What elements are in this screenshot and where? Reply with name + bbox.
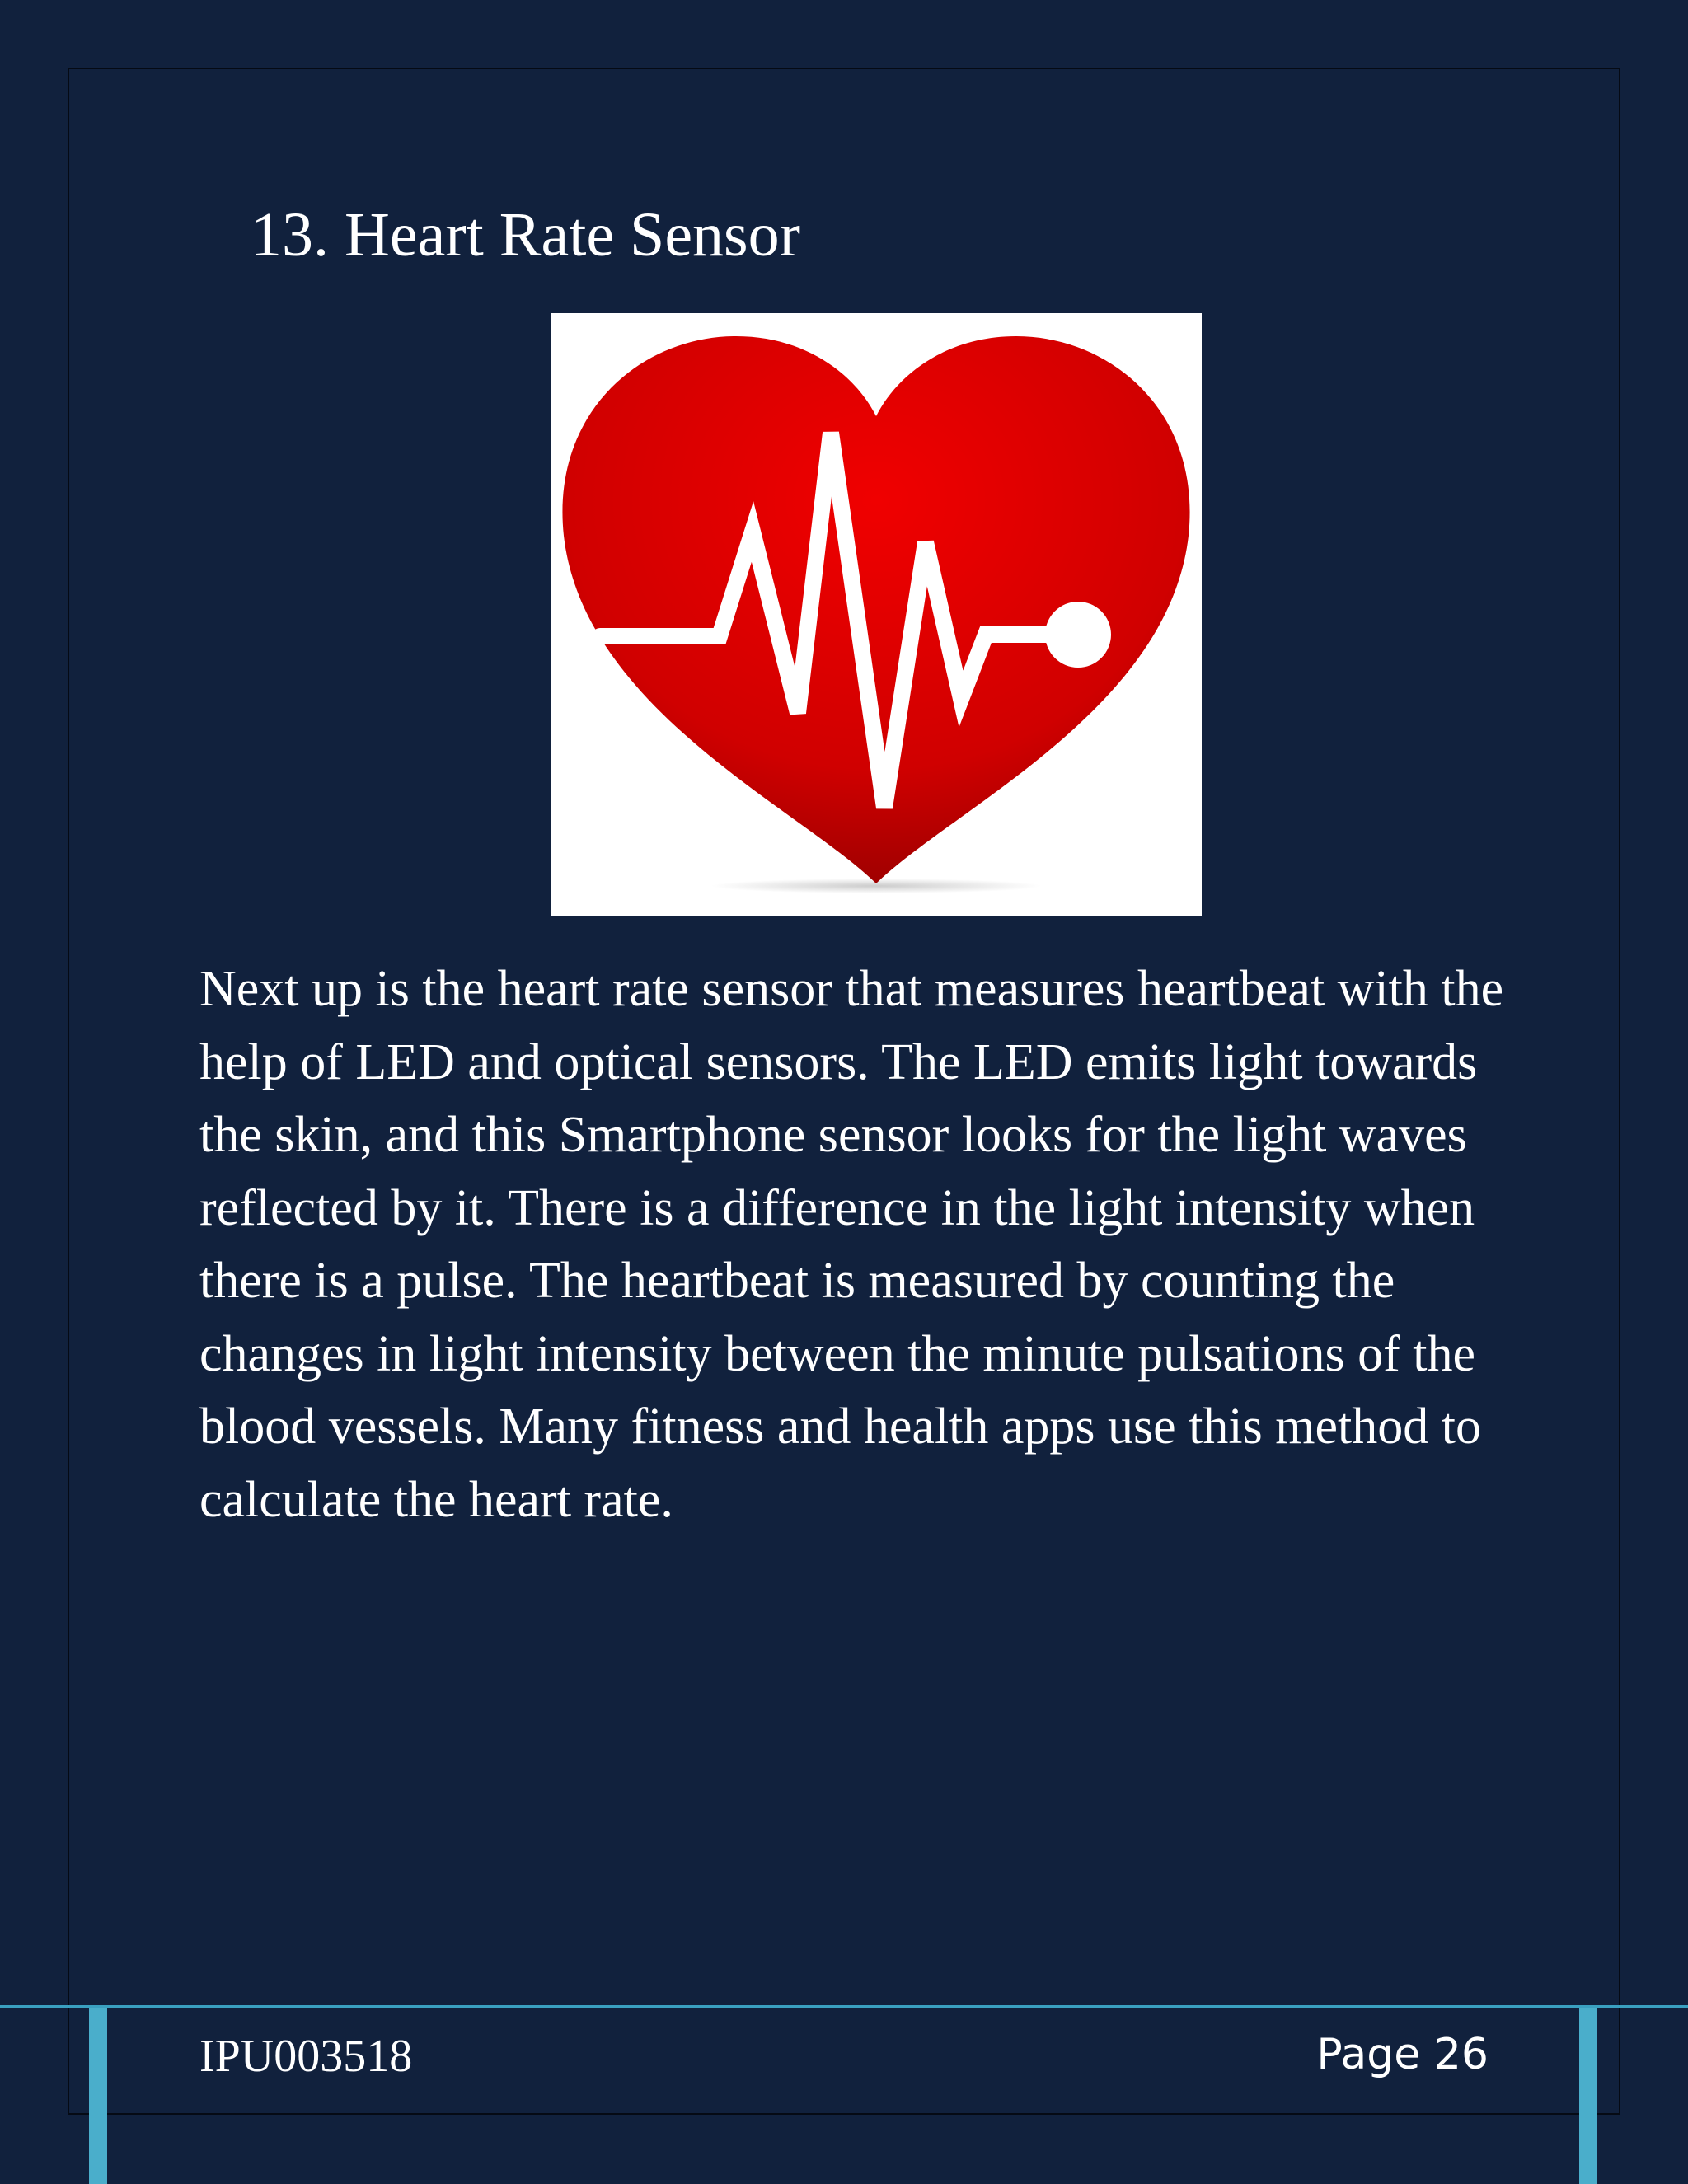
footer-accent-bar-left (89, 2008, 107, 2184)
body-paragraph: Next up is the heart rate sensor that measures heartbeat with the help of LED and optical sensors. The LED emits light towards the skin, and this Smartphone sensor looks for the light waves reflected by it. There is a difference in the light intensity when there is a pulse. The heartbeat is measured by counting the changes in light intensity between the minute pulsations of the blood vessels. Many fitness and health apps use this method to calculate the heart rate. (199, 961, 1504, 1528)
heart-rate-figure (551, 313, 1202, 916)
document-id: IPU003518 (199, 2031, 413, 2082)
heart-pulse-icon (551, 313, 1202, 916)
footer-divider (0, 2005, 1688, 2008)
section-heading: 13. Heart Rate Sensor (251, 200, 800, 269)
page-number: Page 26 (1316, 2030, 1489, 2079)
footer-accent-bar-right (1579, 2008, 1597, 2184)
